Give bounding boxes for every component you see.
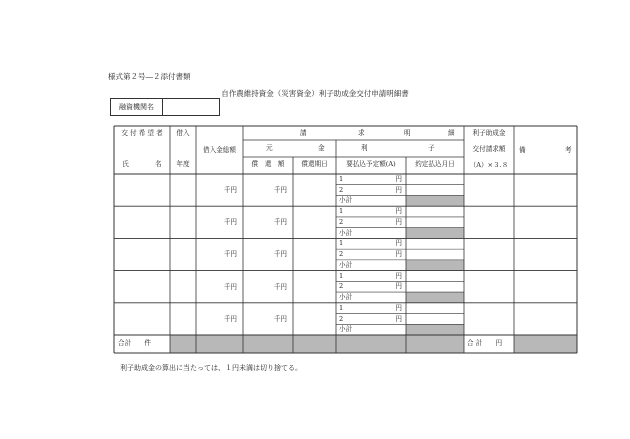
shaded-cell bbox=[170, 335, 464, 353]
unit-thousand-yen: 千円 bbox=[273, 314, 287, 323]
installment-number: 2 bbox=[339, 314, 344, 323]
header-subsidy: 利子助成金 bbox=[472, 129, 506, 137]
installment-number: 2 bbox=[339, 282, 344, 291]
header-detail: 細 bbox=[448, 129, 455, 137]
installment-number: 2 bbox=[339, 185, 344, 194]
header-applicant-name: 氏 名 bbox=[122, 160, 162, 168]
header-principal: 金 bbox=[318, 144, 325, 152]
header-interest: 子 bbox=[428, 144, 435, 152]
header-total-loan: 借入金総額 bbox=[203, 146, 236, 154]
header-agreed-date: 約定払込月日 bbox=[415, 160, 455, 168]
unit-thousand-yen: 千円 bbox=[223, 250, 237, 259]
header-detail: 求 bbox=[358, 129, 365, 137]
installment-number: 1 bbox=[339, 303, 344, 312]
header-interest: 利 bbox=[361, 144, 368, 152]
unit-thousand-yen: 千円 bbox=[223, 186, 237, 194]
shaded-cell bbox=[514, 335, 577, 353]
shaded-cell bbox=[406, 260, 464, 271]
header-applicant: 交 付 希 望 者 bbox=[121, 129, 163, 137]
unit-thousand-yen: 千円 bbox=[273, 186, 287, 194]
unit-yen: 円 bbox=[395, 282, 402, 291]
unit-yen: 円 bbox=[395, 207, 402, 216]
installment-number: 1 bbox=[339, 239, 344, 248]
shaded-cell bbox=[406, 195, 464, 206]
shaded-cell bbox=[406, 292, 464, 303]
header-detail: 明 bbox=[404, 129, 411, 137]
installment-number: 1 bbox=[339, 207, 344, 216]
shaded-cell bbox=[406, 228, 464, 239]
unit-thousand-yen: 千円 bbox=[273, 218, 287, 227]
installment-number: 1 bbox=[339, 271, 344, 280]
header-principal: 元 bbox=[266, 144, 273, 152]
unit-thousand-yen: 千円 bbox=[273, 282, 287, 291]
unit-thousand-yen: 千円 bbox=[223, 282, 237, 291]
totals-yen-label: 合 計 円 bbox=[467, 339, 503, 347]
shaded-cell bbox=[406, 324, 464, 335]
unit-yen: 円 bbox=[395, 314, 402, 323]
header-remarks: 備 bbox=[519, 146, 526, 154]
installment-number: 2 bbox=[339, 217, 344, 226]
footnote: 利子助成金の算出に当たっては、１円未満は切り捨てる。 bbox=[120, 364, 302, 372]
header-borrow-year: 年度 bbox=[176, 160, 190, 168]
subtotal-label: 小計 bbox=[339, 325, 353, 334]
header-repay-date: 償還期日 bbox=[301, 160, 328, 168]
header-subsidy: 交付請求額 bbox=[472, 145, 506, 153]
subtotal-label: 小計 bbox=[339, 196, 353, 205]
unit-yen: 円 bbox=[395, 239, 402, 248]
unit-yen: 円 bbox=[395, 185, 402, 194]
unit-thousand-yen: 千円 bbox=[223, 314, 237, 323]
unit-yen: 円 bbox=[395, 250, 402, 259]
unit-thousand-yen: 千円 bbox=[273, 250, 287, 259]
document-title: 自作農維持資金（災害資金）利子助成金交付申請明細書 bbox=[221, 89, 409, 98]
header-planned-payment: 要払込予定額(A) bbox=[346, 160, 396, 168]
subtotal-label: 小計 bbox=[339, 293, 353, 302]
financial-institution-label: 融資機関名 bbox=[111, 99, 163, 115]
installment-number: 2 bbox=[339, 250, 344, 259]
unit-yen: 円 bbox=[395, 175, 402, 183]
subtotal-label: 小計 bbox=[339, 228, 353, 237]
header-repay-amount: 償 還 額 bbox=[251, 160, 285, 168]
unit-thousand-yen: 千円 bbox=[223, 218, 237, 227]
header-remarks: 考 bbox=[565, 146, 572, 154]
unit-yen: 円 bbox=[395, 217, 402, 226]
totals-label: 合計 件 bbox=[118, 339, 151, 347]
form-number: 様式第２号―２添付書類 bbox=[108, 72, 191, 81]
installment-number: 1 bbox=[339, 175, 344, 183]
unit-yen: 円 bbox=[395, 271, 402, 280]
header-subsidy: （A）×３.８ bbox=[469, 161, 509, 169]
unit-yen: 円 bbox=[395, 303, 402, 312]
header-detail: 請 bbox=[300, 129, 307, 137]
header-borrow: 借入 bbox=[176, 129, 190, 137]
subtotal-label: 小計 bbox=[339, 260, 353, 269]
